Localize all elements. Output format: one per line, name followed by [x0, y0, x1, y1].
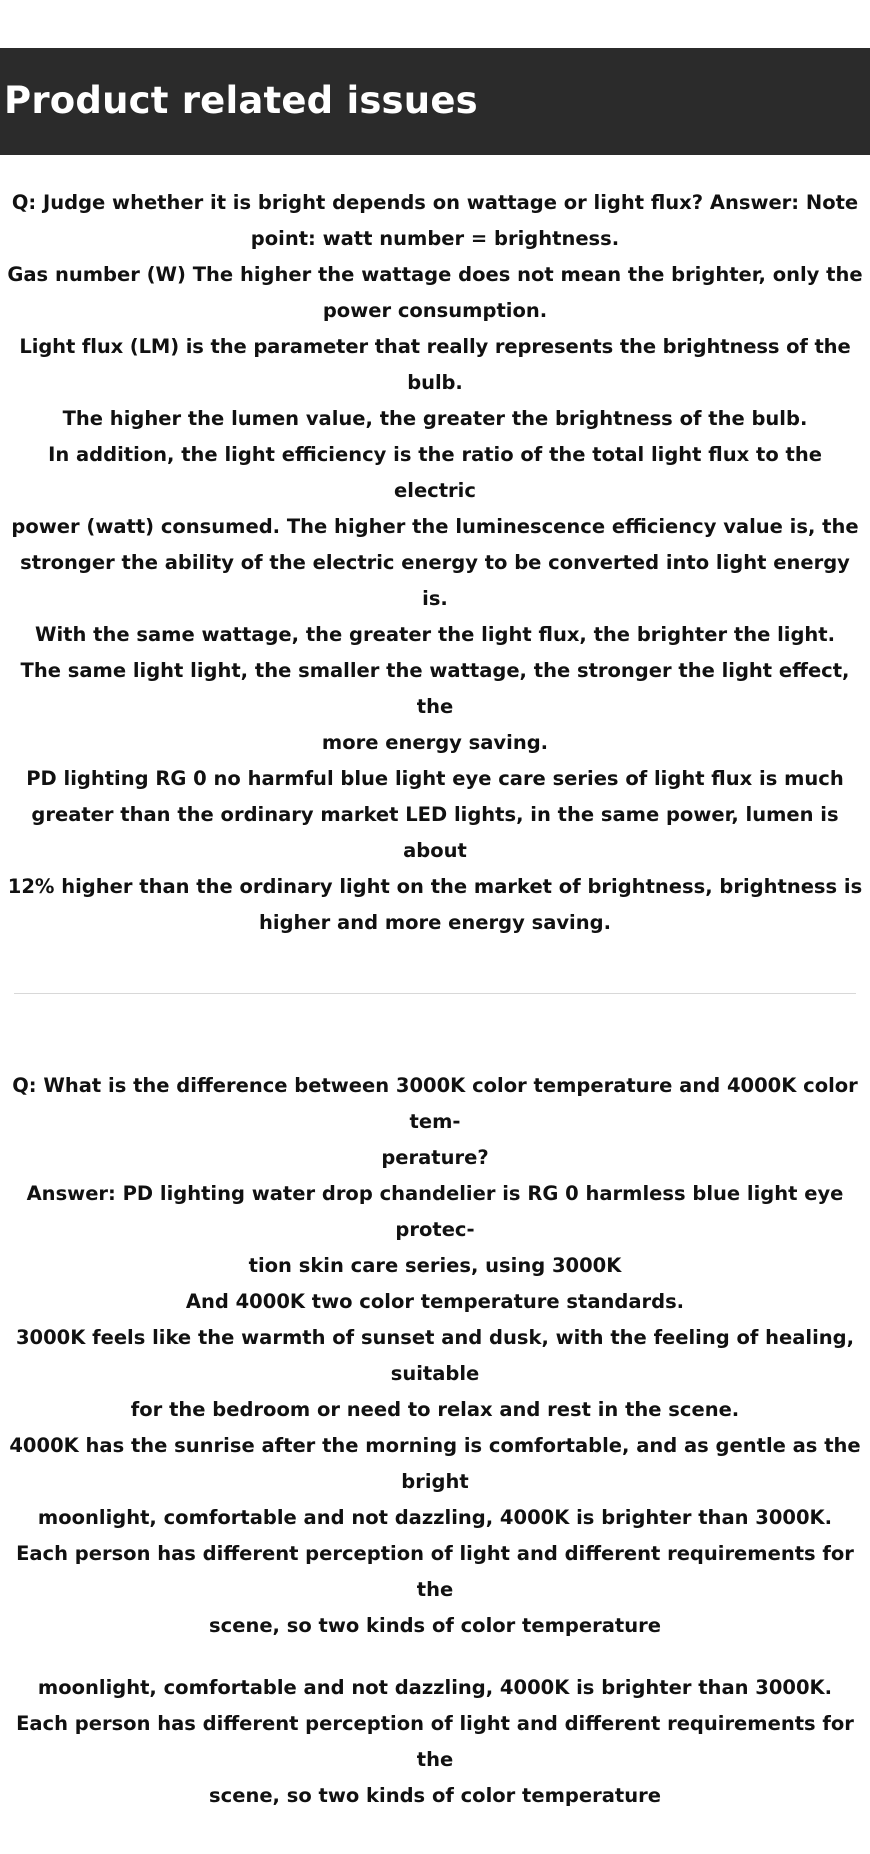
qa-line: Q: Judge whether it is bright depends on wattage or light flux? Answer: Note	[11, 191, 859, 214]
qa-line: scene, so two kinds of color temperature	[209, 1784, 661, 1807]
qa-section-color-temperature-repeat	[0, 1644, 870, 1854]
qa-line: for the bedroom or need to relax and rest in the scene.	[130, 1398, 740, 1421]
qa-line: more energy saving.	[321, 731, 549, 754]
qa-line: With the same wattage, the greater the light flux, the brighter the light.	[34, 623, 836, 646]
qa-line: higher and more energy saving.	[259, 911, 611, 934]
qa-line: tion skin care series, using 3000K	[248, 1254, 622, 1277]
qa-line: 3000K feels like the warmth of sunset and dusk, with the feeling of healing, suitable	[15, 1326, 855, 1385]
qa-line: scene, so two kinds of color temperature	[209, 1614, 661, 1637]
qa-line: moonlight, comfortable and not dazzling, 4000K is brighter than 3000K.	[37, 1506, 833, 1529]
qa-line: Light flux (LM) is the parameter that really represents the brightness of the bulb.	[19, 335, 851, 394]
qa-line: perature?	[381, 1146, 489, 1169]
qa-line: point: watt number = brightness.	[250, 227, 620, 250]
top-spacer	[0, 0, 870, 48]
qa-line: The higher the lumen value, the greater the brightness of the bulb.	[62, 407, 808, 430]
qa-line: 4000K has the sunrise after the morning is comfortable, and as gentle as the bright	[9, 1434, 861, 1493]
page-title: Product related issues	[4, 79, 478, 123]
qa-section-color-temperature	[0, 994, 870, 1644]
qa-line: Gas number (W) The higher the wattage does not mean the brighter, only the	[7, 263, 863, 286]
qa-line: greater than the ordinary market LED lights, in the same power, lumen is about	[31, 803, 839, 862]
qa-line: Q: What is the difference between 3000K color temperature and 4000K color tem-	[12, 1074, 858, 1133]
qa-line: power (watt) consumed. The higher the luminescence efficiency value is, the	[11, 515, 859, 538]
qa-line: Each person has different perception of light and different requirements for the	[16, 1542, 854, 1601]
qa-line: The same light light, the smaller the wattage, the stronger the light effect, the	[20, 659, 850, 718]
qa-line: Each person has different perception of light and different requirements for the	[16, 1712, 854, 1771]
qa-line: stronger the ability of the electric energy to be converted into light energy is.	[20, 551, 850, 610]
section-header-bar	[0, 48, 870, 155]
qa-line: In addition, the light efficiency is the ratio of the total light flux to the electric	[48, 443, 822, 502]
qa-line: 12% higher than the ordinary light on the market of brightness, brightness is	[7, 875, 863, 898]
qa-line: Answer: PD lighting water drop chandelier is RG 0 harmless blue light eye protec-	[26, 1182, 844, 1241]
qa-line: And 4000K two color temperature standards.	[185, 1290, 685, 1313]
qa-line: PD lighting RG 0 no harmful blue light eye care series of light flux is much	[26, 767, 844, 790]
qa-section-brightness	[0, 155, 870, 971]
qa-line: power consumption.	[322, 299, 548, 322]
document-content	[0, 155, 870, 1854]
qa-line: moonlight, comfortable and not dazzling, 4000K is brighter than 3000K.	[37, 1676, 833, 1699]
